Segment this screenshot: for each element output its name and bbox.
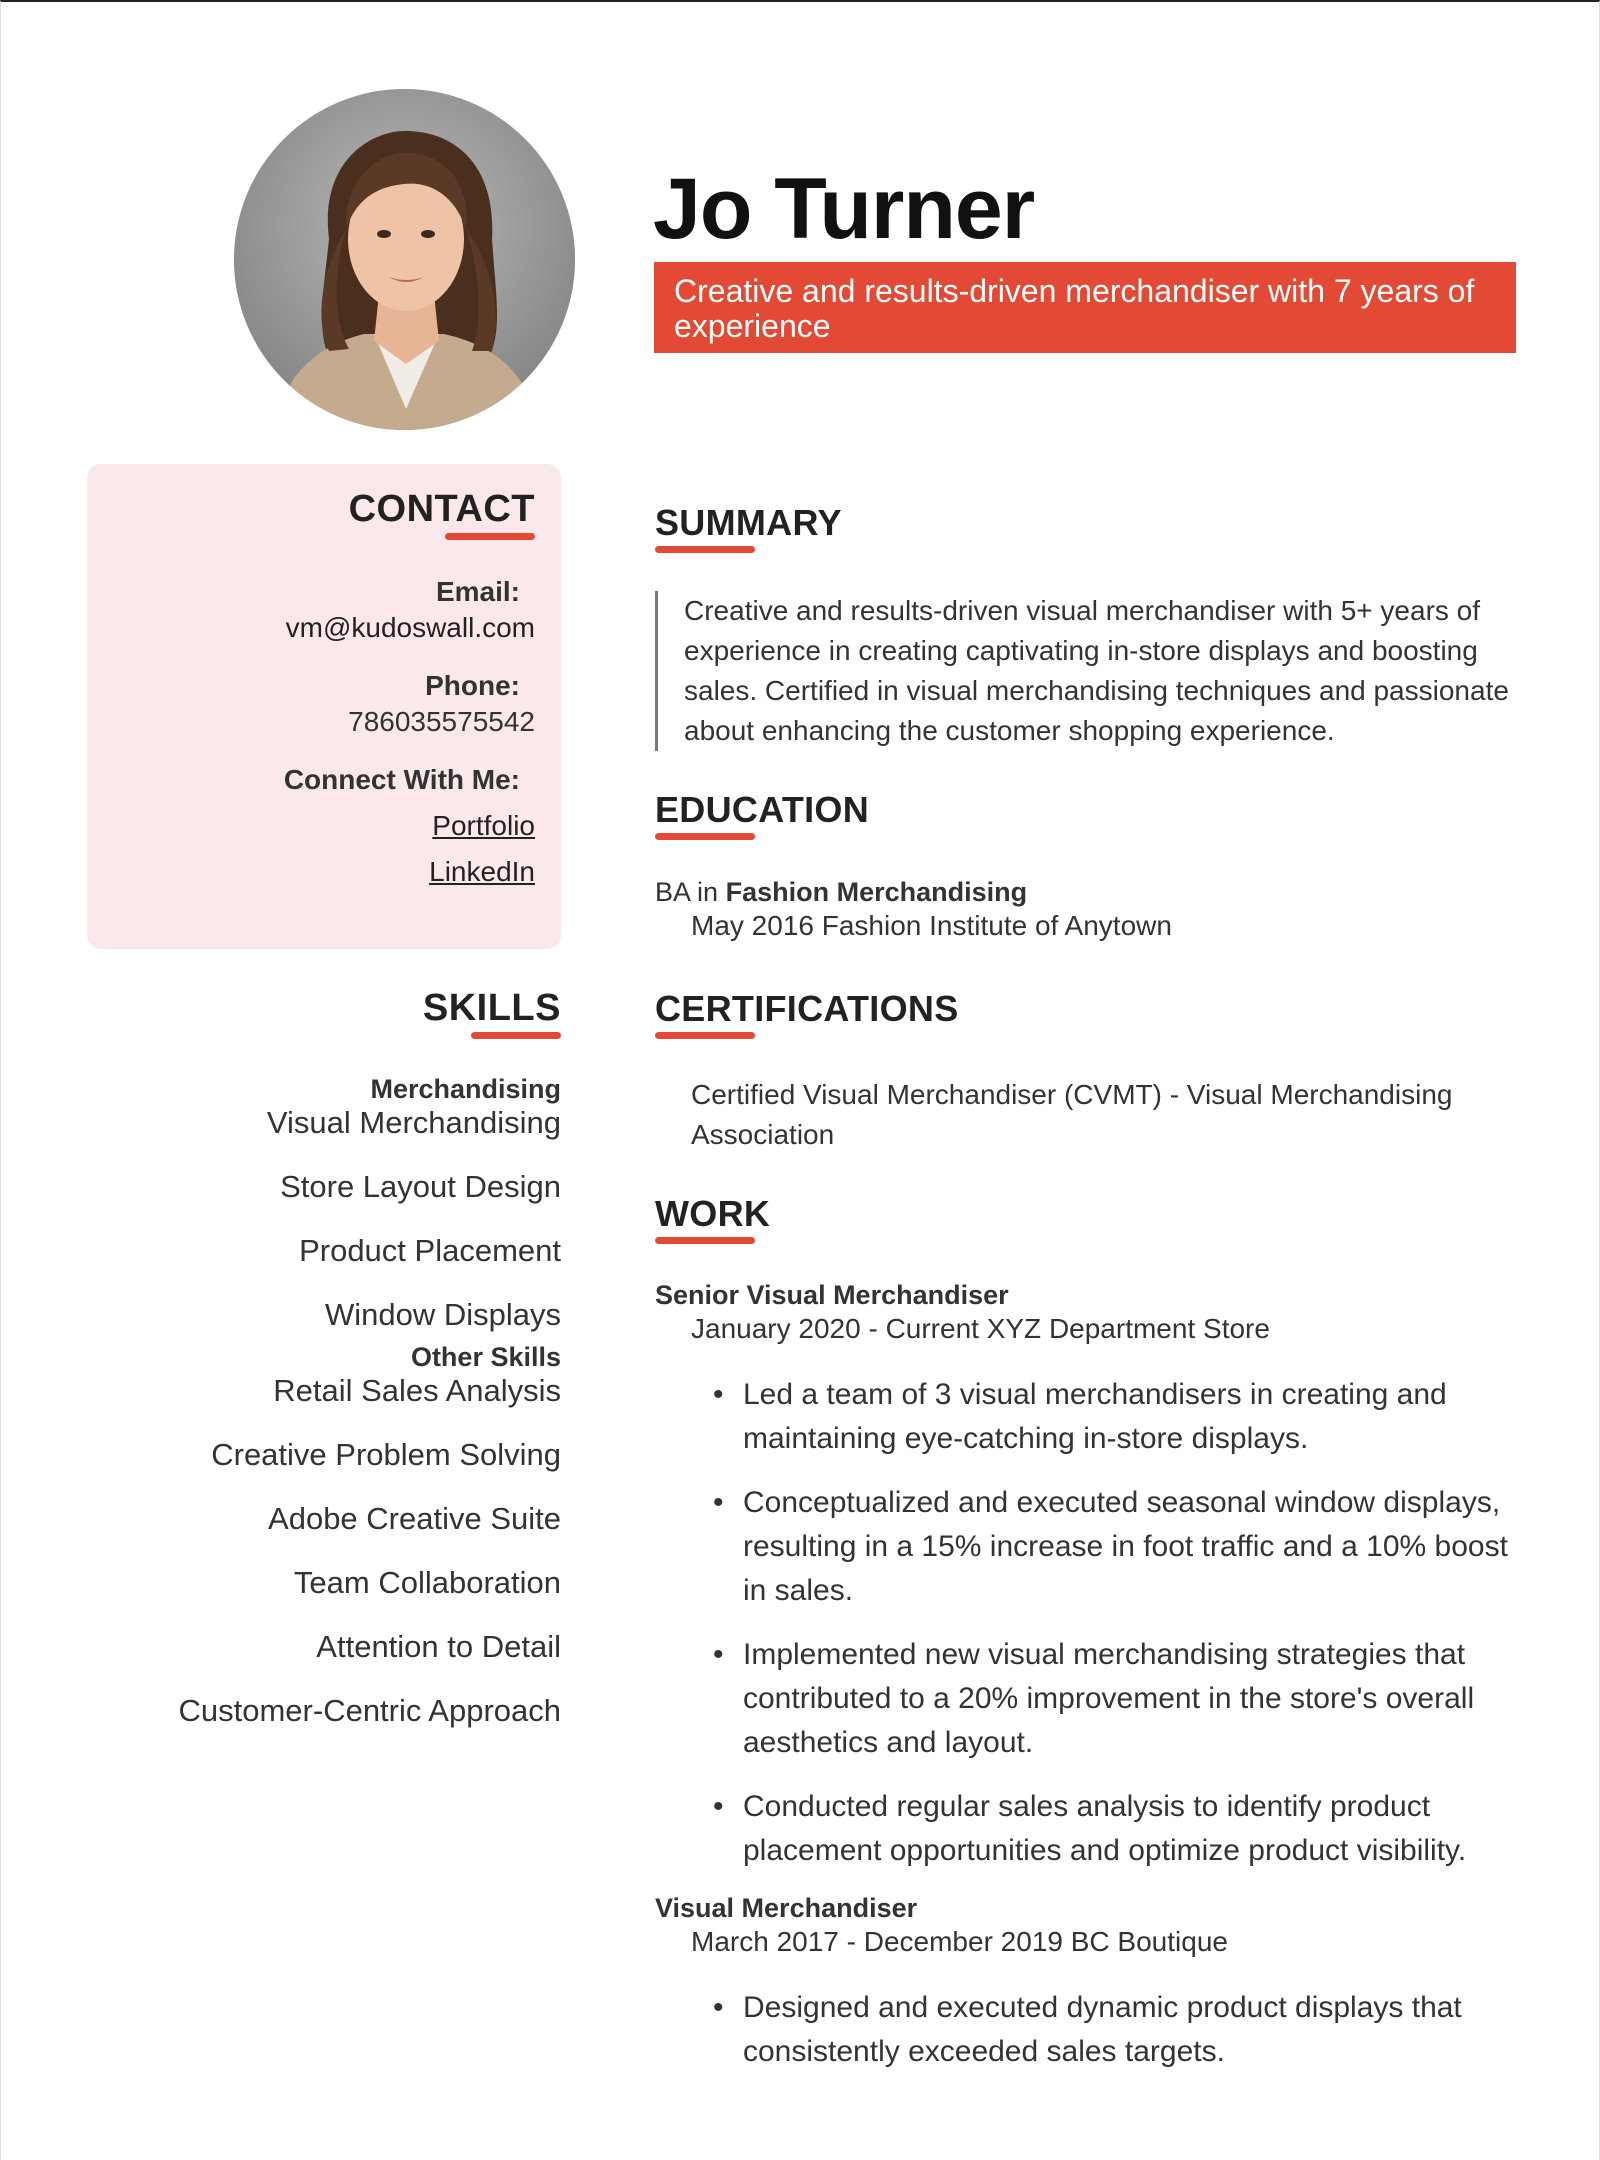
profile-photo xyxy=(234,89,575,430)
skill-group-title: Other Skills xyxy=(410,1342,561,1372)
education-title-underline xyxy=(655,833,755,840)
summary-section xyxy=(655,502,1517,751)
work-title: WORK xyxy=(655,1193,771,1234)
skill-item: Window Displays xyxy=(324,1297,561,1332)
skills-section xyxy=(87,987,561,1757)
portrait-image xyxy=(234,89,575,430)
education-detail: May 2016 Fashion Institute of Anytown xyxy=(691,910,1172,941)
certifications-section xyxy=(655,988,1517,1155)
phone-value[interactable]: 786035575542 xyxy=(348,706,535,737)
linkedin-link[interactable]: LinkedIn xyxy=(429,856,535,887)
summary-title: SUMMARY xyxy=(655,502,842,543)
summary-text: Creative and results-driven visual merchandiser with 5+ years of experience in creating captivating in-store displays and boosting sales. Certified in visual merchandising techniques and passionate about enhancing the customer shopping experience. xyxy=(655,591,1517,751)
certifications-title: CERTIFICATIONS xyxy=(655,988,959,1029)
portfolio-link[interactable]: Portfolio xyxy=(432,810,535,841)
job-bullets xyxy=(655,1373,1517,1873)
education-section xyxy=(655,789,1517,944)
job-bullet: • Led a team of 3 visual merchandisers in creating and maintaining eye-catching in-store displays. xyxy=(743,1373,1517,1461)
degree-in: in xyxy=(697,877,719,907)
summary-title-underline xyxy=(655,546,755,553)
degree-field: Fashion Merchandising xyxy=(725,877,1028,907)
skills-heading xyxy=(87,987,561,1039)
skill-item: Visual Merchandising xyxy=(266,1105,561,1140)
connect-label: Connect With Me: xyxy=(283,764,520,795)
skill-item: Creative Problem Solving xyxy=(211,1437,561,1472)
contact-title-underline xyxy=(445,533,535,540)
contact-section xyxy=(87,464,561,949)
work-section xyxy=(655,1193,1517,2074)
skill-item: Product Placement xyxy=(299,1233,561,1268)
contact-heading xyxy=(113,488,535,540)
job-detail: January 2020 - Current XYZ Department Store xyxy=(691,1313,1270,1344)
skill-item: Team Collaboration xyxy=(293,1565,561,1600)
job-bullet: • Conceptualized and executed seasonal window displays, resulting in a 15% increase in foot traffic and a 10% boost in sales. xyxy=(743,1481,1517,1613)
job-bullets xyxy=(655,1986,1517,2074)
skills-title-underline xyxy=(471,1032,561,1039)
job-title: Visual Merchandiser xyxy=(655,1893,918,1923)
email-value[interactable]: vm@kudoswall.com xyxy=(285,612,535,643)
certification-item: Certified Visual Merchandiser (CVMT) - Visual Merchandising Association xyxy=(691,1079,1453,1150)
education-degree-line xyxy=(655,877,1517,908)
skill-item: Store Layout Design xyxy=(280,1169,561,1204)
skill-item: Attention to Detail xyxy=(316,1629,561,1664)
job-title: Senior Visual Merchandiser xyxy=(655,1280,1009,1310)
job-bullet: • Conducted regular sales analysis to identify product placement opportunities and optimize product visibility. xyxy=(743,1785,1517,1873)
work-title-underline xyxy=(655,1237,755,1244)
phone-label: Phone: xyxy=(425,670,520,701)
skill-item: Retail Sales Analysis xyxy=(273,1373,561,1408)
skill-group-title: Merchandising xyxy=(370,1074,561,1104)
job-bullet: • Implemented new visual merchandising strategies that contributed to a 20% improvement in the store's overall aesthetics and layout. xyxy=(743,1633,1517,1765)
job-bullet: • Designed and executed dynamic product displays that consistently exceeded sales targets. xyxy=(743,1986,1517,2074)
main-column xyxy=(655,502,1517,2094)
contact-title: CONTACT xyxy=(348,488,535,530)
education-title: EDUCATION xyxy=(655,789,870,830)
job-detail: March 2017 - December 2019 BC Boutique xyxy=(691,1926,1228,1957)
candidate-name: Jo Turner xyxy=(653,161,1035,257)
skill-item: Adobe Creative Suite xyxy=(268,1501,561,1536)
skill-item: Customer-Centric Approach xyxy=(178,1693,561,1728)
certifications-title-underline xyxy=(655,1032,755,1039)
email-label: Email: xyxy=(435,576,520,607)
skills-title: SKILLS xyxy=(422,987,561,1029)
tagline-banner: Creative and results-driven merchandiser with 7 years of experience xyxy=(654,262,1516,353)
degree: BA xyxy=(655,877,690,907)
